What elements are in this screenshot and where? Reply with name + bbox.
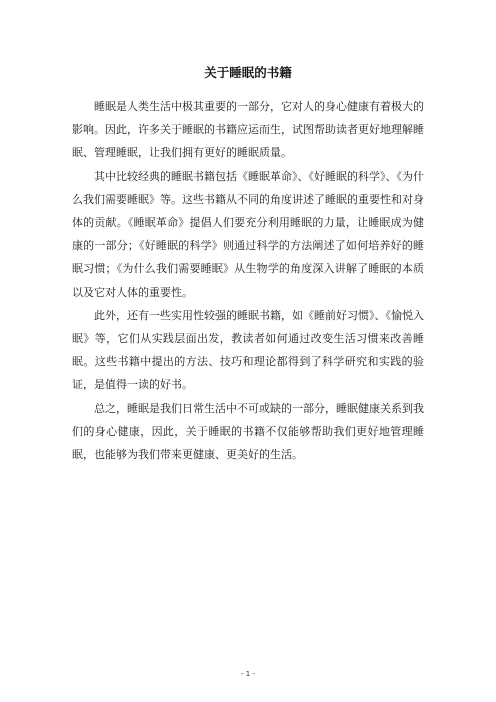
document-body [72,95,424,466]
paragraph-classic-books: 其中比较经典的睡眠书籍包括《睡眠革命》、《好睡眠的科学》、《为什么我们需要睡眠》等。这些书籍从不同的角度讲述了睡眠的重要性和对身体的贡献。《睡眠革命》提倡人们要充分利用睡眠的力量，让睡眠成为健康的一部分；《好睡眠的科学》则通过科学的方法阐述了如何培养好的睡眠习惯；《为什么我们需要睡眠》从生物学的角度深入讲解了睡眠的本质以及它对人体的重要性。 [72,169,424,299]
document-title: 关于睡眠的书籍 [204,65,292,80]
paragraph-practical-books: 此外，还有一些实用性较强的睡眠书籍，如《睡前好习惯》、《愉悦入眠》等，它们从实践层面出发，教读者如何通过改变生活习惯来改善睡眠。这些书籍中提出的方法、技巧和理论都得到了科学研究和实践的验证，是值得一读的好书。 [72,308,424,392]
paragraph-intro: 睡眠是人类生活中极其重要的一部分，它对人的身心健康有着极大的影响。因此，许多关于睡眠的书籍应运而生，试图帮助读者更好地理解睡眠、管理睡眠，让我们拥有更好的睡眠质量。 [72,100,424,160]
page-number: - 1 - [241,670,255,678]
paragraph-conclusion: 总之，睡眠是我们日常生活中不可或缺的一部分，睡眠健康关系到我们的身心健康，因此，关于睡眠的书籍不仅能够帮助我们更好地管理睡眠，也能够为我们带来更健康、更美好的生活。 [72,401,424,462]
